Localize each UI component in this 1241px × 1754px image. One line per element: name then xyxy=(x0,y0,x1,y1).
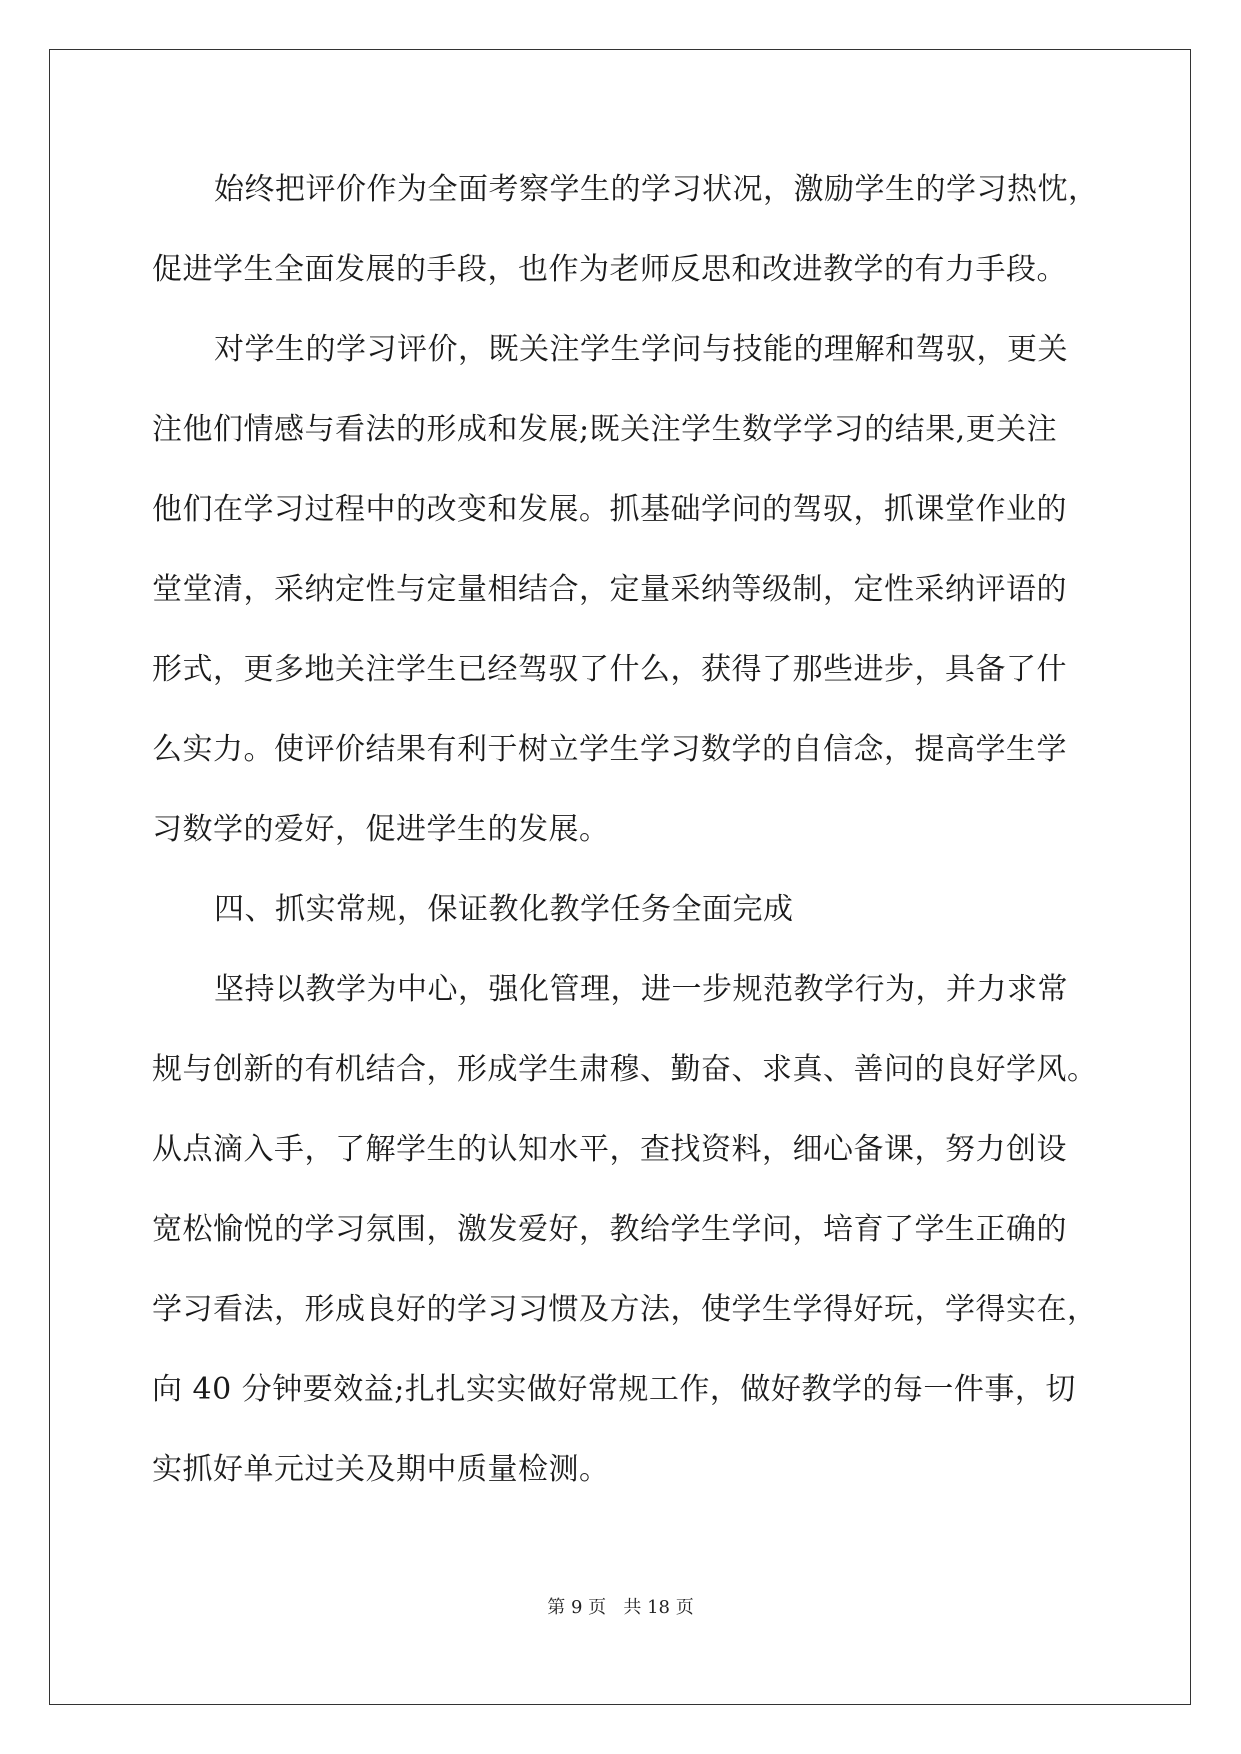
paragraph-line: 对学生的学习评价，既关注学生学问与技能的理解和驾驭，更关 xyxy=(214,332,1068,367)
paragraph-line: 学习看法，形成良好的学习习惯及方法，使学生学得好玩，学得实在， xyxy=(152,1292,1098,1327)
paragraph-line: 规与创新的有机结合，形成学生肃穆、勤奋、求真、善问的良好学风。 xyxy=(152,1052,1098,1087)
paragraph-line: 坚持以教学为中心，强化管理，进一步规范教学行为，并力求常 xyxy=(214,972,1068,1007)
paragraph-line: 始终把评价作为全面考察学生的学习状况，激励学生的学习热忱， xyxy=(214,172,1099,207)
page-number-footer: 第 9 页 共 18 页 xyxy=(547,1597,694,1618)
paragraph-line: 实抓好单元过关及期中质量检测。 xyxy=(152,1452,610,1487)
paragraph-line: 注他们情感与看法的形成和发展;既关注学生数学学习的结果,更关注 xyxy=(152,412,1058,447)
paragraph-line: 宽松愉悦的学习氛围，激发爱好，教给学生学问，培育了学生正确的 xyxy=(152,1212,1067,1247)
paragraph-line: 形式，更多地关注学生已经驾驭了什么，获得了那些进步，具备了什 xyxy=(152,652,1067,687)
section-heading: 四、抓实常规，保证教化教学任务全面完成 xyxy=(214,892,794,927)
paragraph-line: 他们在学习过程中的改变和发展。抓基础学问的驾驭，抓课堂作业的 xyxy=(152,492,1067,527)
paragraph-line: 从点滴入手，了解学生的认知水平，查找资料，细心备课，努力创设 xyxy=(152,1132,1067,1167)
paragraph-line: 习数学的爱好，促进学生的发展。 xyxy=(152,812,610,847)
paragraph-line: 促进学生全面发展的手段，也作为老师反思和改进教学的有力手段。 xyxy=(152,252,1067,287)
paragraph-line: 堂堂清，采纳定性与定量相结合，定量采纳等级制，定性采纳评语的 xyxy=(152,572,1067,607)
paragraph-line: 向 40 分钟要效益;扎扎实实做好常规工作，做好教学的每一件事，切 xyxy=(152,1372,1076,1407)
paragraph-line: 么实力。使评价结果有利于树立学生学习数学的自信念，提高学生学 xyxy=(152,732,1067,767)
